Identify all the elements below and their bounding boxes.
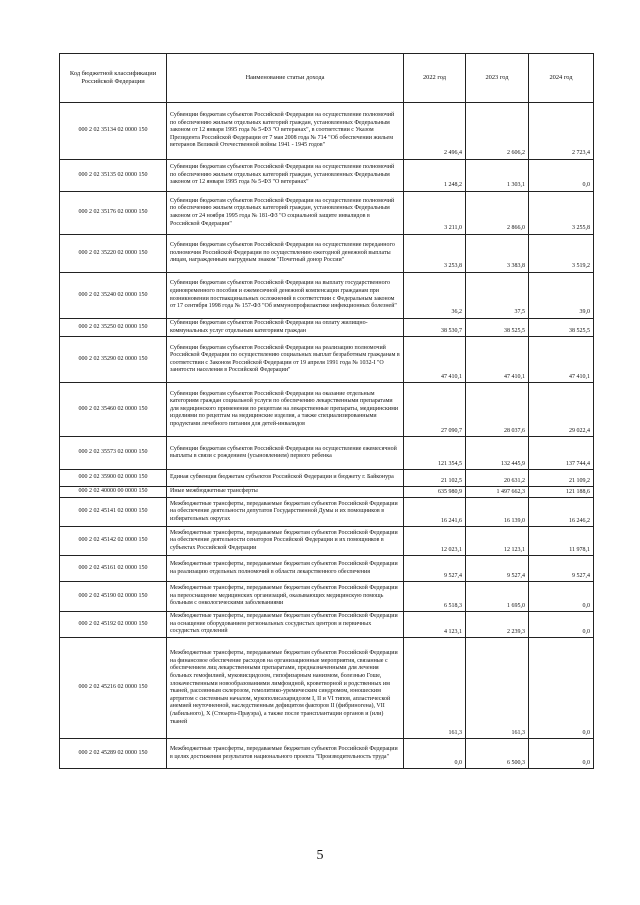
value-2024-cell: 137 744,4: [529, 437, 594, 470]
row-name-cell: Межбюджетные трансферты, передаваемые бюджетам субъектов Российской Федерации в целях достижения результатов национального проекта "Производительность труда": [167, 739, 404, 769]
row-name-cell: Межбюджетные трансферты, передаваемые бюджетам субъектов Российской Федерации на переоснащение медицинских организаций, оказывающих медицинскую помощь больным с онкологическими заболеваниями: [167, 582, 404, 612]
value-2024-cell: 2 723,4: [529, 103, 594, 160]
value-2024-cell: 3 255,8: [529, 192, 594, 235]
row-name-cell: Межбюджетные трансферты, передаваемые бюджетам субъектов Российской Федерации на финансовое обеспечение расходов на организационные мероприятия, связанные с обеспечением лиц лекарственными препаратами, предназначенными для лечения больных гемофилией, муковисцидозом, гипофизарным нанизмом, болезнью Гоше, злокачественными новообразованиями лимфоидной, кроветворной и родственных им тканей, рассеянным склерозом, гемолитико-уремическим синдромом, юношеским артритом с системным началом, мукополисахаридозом I, II и VI типов, апластической анемией неуточненной, наследственным дефицитом факторов II (фибриногена), VII (лабильного), X (Стюарта-Прауэра), а также после трансплантации органов и (или) тканей: [167, 638, 404, 739]
value-2024-cell: 16 246,2: [529, 498, 594, 527]
table-row: [60, 383, 594, 437]
value-2023-cell: 132 445,9: [466, 437, 529, 470]
row-name-cell: Межбюджетные трансферты, передаваемые бюджетам субъектов Российской Федерации на оснащение оборудованием региональных сосудистых центров и первичных сосудистых отделений: [167, 612, 404, 638]
value-2022-cell: 38 530,7: [404, 319, 466, 337]
row-code-cell: 000 2 02 35176 02 0000 150: [60, 192, 167, 235]
value-2024-cell: 39,0: [529, 273, 594, 319]
row-code-cell: 000 2 02 45192 02 0000 150: [60, 612, 167, 638]
row-name-cell: Субвенции бюджетам субъектов Российской Федерации на выплату государственного единовременного пособия и ежемесячной денежной компенсации гражданам при возникновении поствакцинальных осложнений в соответствии с Федеральным законом от 17 сентября 1998 года № 157-ФЗ "Об иммунопрофилактике инфекционных болезней": [167, 273, 404, 319]
value-2022-cell: 4 123,1: [404, 612, 466, 638]
value-2023-cell: 38 525,5: [466, 319, 529, 337]
row-code-cell: 000 2 02 45190 02 0000 150: [60, 582, 167, 612]
value-2022-cell: 12 023,1: [404, 527, 466, 556]
value-2023-cell: 161,3: [466, 638, 529, 739]
value-2024-cell: 0,0: [529, 739, 594, 769]
table-row: [60, 739, 594, 769]
table-row: [60, 437, 594, 470]
value-2023-cell: 12 123,1: [466, 527, 529, 556]
value-2023-cell: 2 239,3: [466, 612, 529, 638]
row-code-cell: 000 2 02 35290 02 0000 150: [60, 337, 167, 383]
value-2024-cell: 38 525,5: [529, 319, 594, 337]
value-2022-cell: 3 211,0: [404, 192, 466, 235]
table-row: [60, 192, 594, 235]
budget-table-sheet: [59, 53, 593, 769]
header-2024: 2024 год: [529, 54, 594, 103]
value-2022-cell: 47 410,1: [404, 337, 466, 383]
value-2022-cell: 161,3: [404, 638, 466, 739]
row-name-cell: Субвенции бюджетам субъектов Российской Федерации на оказание отдельным категориям граждан социальной услуги по обеспечению лекарственными препаратами для медицинского применения по рецептам на лекарственные препараты, медицинскими изделиями по рецептам на медицинские изделия, а также специализированными продуктами лечебного питания для детей-инвалидов: [167, 383, 404, 437]
value-2022-cell: 2 496,4: [404, 103, 466, 160]
row-code-cell: 000 2 02 45216 02 0000 150: [60, 638, 167, 739]
row-code-cell: 000 2 02 35573 02 0000 150: [60, 437, 167, 470]
table-row: [60, 498, 594, 527]
row-name-cell: Межбюджетные трансферты, передаваемые бюджетам субъектов Российской Федерации на обеспечение деятельности сенаторов Российской Федерации и их помощников в субъектах Российской Федерации: [167, 527, 404, 556]
value-2023-cell: 1 303,1: [466, 160, 529, 192]
table-row: [60, 319, 594, 337]
header-2022: 2022 год: [404, 54, 466, 103]
row-name-cell: Межбюджетные трансферты, передаваемые бюджетам субъектов Российской Федерации на реализацию отдельных полномочий в области лекарственного обеспечения: [167, 556, 404, 582]
row-code-cell: 000 2 02 45161 02 0000 150: [60, 556, 167, 582]
revenue-table: [59, 53, 594, 769]
table-row: [60, 527, 594, 556]
value-2022-cell: 6 518,3: [404, 582, 466, 612]
table-row: [60, 470, 594, 487]
value-2022-cell: 36,2: [404, 273, 466, 319]
header-code: Код бюджетной классификации Российской Федерации: [60, 54, 167, 103]
value-2024-cell: 0,0: [529, 582, 594, 612]
row-code-cell: 000 2 02 35460 02 0000 150: [60, 383, 167, 437]
row-code-cell: 000 2 02 35134 02 0000 150: [60, 103, 167, 160]
value-2023-cell: 2 866,0: [466, 192, 529, 235]
table-row: [60, 556, 594, 582]
row-code-cell: 000 2 02 35250 02 0000 150: [60, 319, 167, 337]
value-2024-cell: 47 410,1: [529, 337, 594, 383]
table-row: [60, 638, 594, 739]
value-2022-cell: 3 253,8: [404, 235, 466, 273]
row-name-cell: Субвенции бюджетам субъектов Российской Федерации на осуществление переданного полномочия Российской Федерации по осуществлению ежегодной денежной выплаты лицам, награжденным нагрудным знаком "Почетный донор России": [167, 235, 404, 273]
value-2024-cell: 29 022,4: [529, 383, 594, 437]
value-2022-cell: 121 354,5: [404, 437, 466, 470]
value-2023-cell: 16 139,0: [466, 498, 529, 527]
table-row: [60, 235, 594, 273]
table-row: [60, 612, 594, 638]
value-2022-cell: 16 241,6: [404, 498, 466, 527]
row-code-cell: 000 2 02 35240 02 0000 150: [60, 273, 167, 319]
header-name: Наименование статьи дохода: [167, 54, 404, 103]
table-row: [60, 487, 594, 498]
value-2024-cell: 0,0: [529, 160, 594, 192]
value-2024-cell: 0,0: [529, 612, 594, 638]
table-row: [60, 337, 594, 383]
value-2024-cell: 3 519,2: [529, 235, 594, 273]
row-name-cell: Субвенции бюджетам субъектов Российской Федерации на осуществление полномочий по обеспечению жильем отдельных категорий граждан, установленных Федеральным законом от 12 января 1995 года № 5-ФЗ "О ветеранах", в соответствии с Указом Президента Российской Федерации от 7 мая 2008 года № 714 "Об обеспечении жильем ветеранов Великой Отечественной войны 1941 - 1945 годов": [167, 103, 404, 160]
header-2023: 2023 год: [466, 54, 529, 103]
value-2023-cell: 6 500,3: [466, 739, 529, 769]
row-name-cell: Иные межбюджетные трансферты: [167, 487, 404, 498]
row-name-cell: Субвенции бюджетам субъектов Российской Федерации на осуществление полномочий по обеспечению жильем отдельных категорий граждан, установленных Федеральным законом от 24 ноября 1995 года № 181-ФЗ "О социальной защите инвалидов в Российской Федерации": [167, 192, 404, 235]
header-row: [60, 54, 594, 103]
value-2023-cell: 1 695,0: [466, 582, 529, 612]
value-2023-cell: 20 631,2: [466, 470, 529, 487]
value-2023-cell: 9 527,4: [466, 556, 529, 582]
value-2023-cell: 28 037,6: [466, 383, 529, 437]
value-2023-cell: 3 383,8: [466, 235, 529, 273]
value-2022-cell: 0,0: [404, 739, 466, 769]
page-number: 5: [316, 848, 324, 863]
table-row: [60, 582, 594, 612]
value-2024-cell: 121 188,6: [529, 487, 594, 498]
value-2022-cell: 9 527,4: [404, 556, 466, 582]
value-2023-cell: 37,5: [466, 273, 529, 319]
row-name-cell: Субвенции бюджетам субъектов Российской Федерации на осуществление ежемесячной выплаты в связи с рождением (усыновлением) первого ребенка: [167, 437, 404, 470]
row-code-cell: 000 2 02 40000 00 0000 150: [60, 487, 167, 498]
table-row: [60, 273, 594, 319]
row-code-cell: 000 2 02 35220 02 0000 150: [60, 235, 167, 273]
row-name-cell: Субвенции бюджетам субъектов Российской Федерации на реализацию полномочий Российской Федерации по осуществлению социальных выплат безработным гражданам в соответствии с Законом Российской Федерации от 19 апреля 1991 года № 1032-I "О занятости населения в Российской Федерации": [167, 337, 404, 383]
value-2023-cell: 47 410,1: [466, 337, 529, 383]
value-2022-cell: 21 102,5: [404, 470, 466, 487]
table-row: [60, 160, 594, 192]
value-2024-cell: 0,0: [529, 638, 594, 739]
value-2024-cell: 11 978,1: [529, 527, 594, 556]
value-2022-cell: 27 090,7: [404, 383, 466, 437]
value-2022-cell: 635 980,9: [404, 487, 466, 498]
table-row: [60, 103, 594, 160]
row-name-cell: Межбюджетные трансферты, передаваемые бюджетам субъектов Российской Федерации на обеспечение деятельности депутатов Государственной Думы и их помощников в избирательных округах: [167, 498, 404, 527]
row-name-cell: Субвенции бюджетам субъектов Российской Федерации на оплату жилищно-коммунальных услуг отдельным категориям граждан: [167, 319, 404, 337]
value-2023-cell: 1 497 662,3: [466, 487, 529, 498]
value-2023-cell: 2 606,2: [466, 103, 529, 160]
row-code-cell: 000 2 02 35135 02 0000 150: [60, 160, 167, 192]
row-code-cell: 000 2 02 35900 02 0000 150: [60, 470, 167, 487]
row-code-cell: 000 2 02 45141 02 0000 150: [60, 498, 167, 527]
row-code-cell: 000 2 02 45289 02 0000 150: [60, 739, 167, 769]
value-2024-cell: 9 527,4: [529, 556, 594, 582]
row-name-cell: Единая субвенция бюджетам субъектов Российской Федерации и бюджету г. Байконура: [167, 470, 404, 487]
value-2022-cell: 1 248,2: [404, 160, 466, 192]
value-2024-cell: 21 109,2: [529, 470, 594, 487]
row-name-cell: Субвенции бюджетам субъектов Российской Федерации на осуществление полномочий по обеспечению жильем отдельных категорий граждан, установленных Федеральным законом от 12 января 1995 года № 5-ФЗ "О ветеранах": [167, 160, 404, 192]
row-code-cell: 000 2 02 45142 02 0000 150: [60, 527, 167, 556]
